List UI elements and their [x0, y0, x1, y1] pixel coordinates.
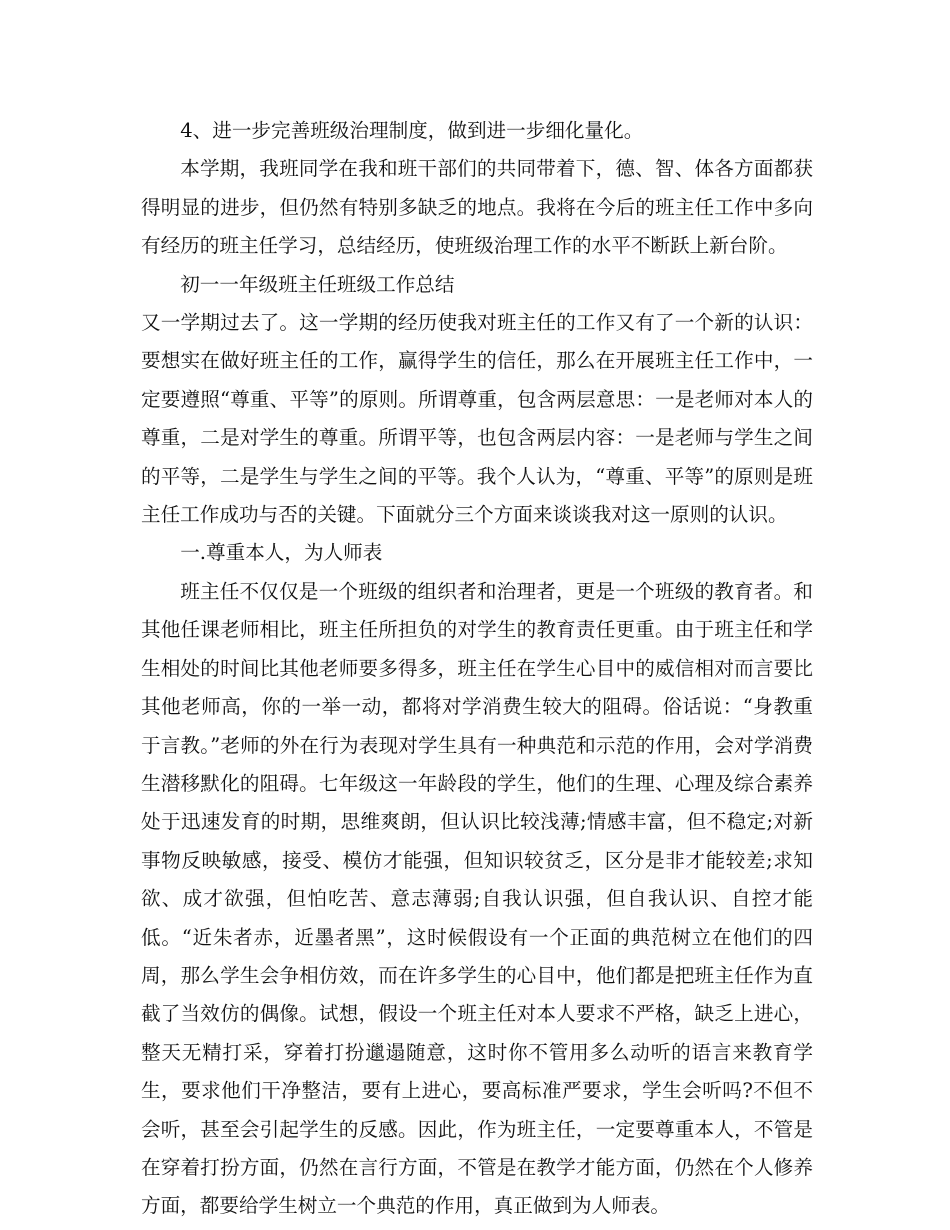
section-title-grade-one-summary: 初一一年级班主任班级工作总结 [180, 272, 455, 296]
paragraph-intro-respect-equality: 又一学期过去了。这一学期的经历使我对班主任的工作又有了一个新的认识：要想实在做好班主任的工作，赢得学生的信任，那么在开展班主任工作中，一定要遵照“尊重、平等”的原则。所谓尊重，包含两层意思：一是老师对本人的尊重，二是对学生的尊重。所谓平等，也包含两层内容：一是老师与学生之间的平等，二是学生与学生之间的平等。我个人认为，“尊重、平等”的原则是班主任工作成功与否的关键。下面就分三个方面来谈谈我对这一原则的认识。 [141, 311, 813, 527]
paragraph-teacher-role-model: 班主任不仅仅是一个班级的组织者和治理者，更是一个班级的教育者。和其他任课老师相比，班主任所担负的对学生的教育责任更重。由于班主任和学生相处的时间比其他老师要多得多，班主任在学生心目中的威信相对而言要比其他老师高，你的一举一动，都将对学消费生较大的阻碍。俗话说：“身教重于言教。”老师的外在行为表现对学生具有一种典范和示范的作用，会对学消费生潜移默化的阻碍。七年级这一年龄段的学生，他们的生理、心理及综合素养处于迅速发育的时期，思维爽朗，但认识比较浅薄;情感丰富，但不稳定;对新事物反映敏感，接受、模仿才能强，但知识较贫乏，区分是非才能较差;求知欲、成才欲强，但怕吃苦、意志薄弱;自我认识强，但自我认识、自控才能低。“近朱者赤，近墨者黑”，这时候假设有一个正面的典范树立在他们的四周，那么学生会争相仿效，而在许多学生的心目中，他们都是把班主任作为直截了当效仿的偶像。试想，假设一个班主任对本人要求不严格，缺乏上进心，整天无精打采，穿着打扮邋遢随意，这时你不管用多么动听的语言来教育学生，要求他们干净整洁，要有上进心，要高标准严要求，学生会听吗?不但不会听，甚至会引起学生的反感。因此，作为班主任，一定要尊重本人，不管是在穿着打扮方面，仍然在言行方面，不管是在教学才能方面，仍然在个人修养方面，都要给学生树立一个典范的作用，真正做到为人师表。 [141, 579, 813, 1218]
paragraph-semester-summary: 本学期，我班同学在我和班干部们的共同带着下，德、智、体各方面都获得明显的进步，但仍然有特别多缺乏的地点。我将在今后的班主任工作中多向有经历的班主任学习，总结经历，使班级治理工作的水平不断跃上新台阶。 [141, 157, 813, 258]
document-body [141, 112, 813, 1226]
section-heading-respect-self: 一.尊重本人，为人师表 [180, 541, 383, 565]
paragraph-item-4: 4、进一步完善班级治理制度，做到进一步细化量化。 [180, 119, 644, 142]
